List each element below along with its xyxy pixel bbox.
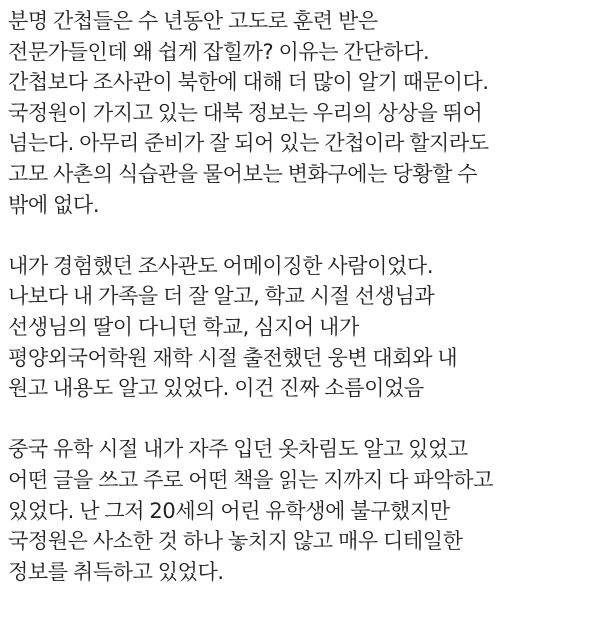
text-line: 간첩보다 조사관이 북한에 대해 더 많이 알기 때문이다. (8, 70, 489, 95)
text-line: 넘는다. 아무리 준비가 잘 되어 있는 간첩이라 할지라도 (8, 131, 489, 156)
paragraph-2 (8, 251, 596, 404)
text-line: 밖에 없다. (8, 192, 100, 217)
text-line: 고모 사촌의 식습관을 물어보는 변화구에는 당황할 수 (8, 161, 478, 186)
text-line: 국정원은 사소한 것 하나 놓치지 않고 매우 디테일한 (8, 529, 463, 554)
paragraph-gap (8, 220, 596, 251)
paragraph-3 (8, 434, 596, 587)
text-line: 나보다 내 가족을 더 잘 알고, 학교 시절 선생님과 (8, 284, 435, 309)
text-line: 평양외국어학원 재학 시절 출전했던 웅변 대회와 내 (8, 345, 458, 370)
text-line: 분명 간첩들은 수 년동안 고도로 훈련 받은 (8, 9, 378, 33)
text-line: 선생님의 딸이 다니던 학교, 심지어 내가 (8, 314, 359, 339)
text-line: 어떤 글을 쓰고 주로 어떤 책을 읽는 지까지 다 파악하고 (8, 467, 493, 492)
text-line: 내가 경험했던 조사관도 어메이징한 사람이었다. (8, 253, 434, 278)
text-line: 있었다. 난 그저 20세의 어린 유학생에 불구했지만 (8, 498, 450, 523)
text-line: 정보를 취득하고 있었다. (8, 559, 224, 584)
text-line: 중국 유학 시절 내가 자주 입던 옷차림도 알고 있었고 (8, 437, 468, 462)
post-body (8, 6, 596, 587)
paragraph-gap (8, 404, 596, 435)
text-line: 전문가들인데 왜 쉽게 잡힐까? 이유는 간단하다. (8, 39, 430, 64)
paragraph-1 (8, 6, 596, 220)
text-line: 국정원이 가지고 있는 대북 정보는 우리의 상상을 뛰어 (8, 100, 483, 125)
text-line: 원고 내용도 알고 있었다. 이건 진짜 소름이었음 (8, 376, 424, 401)
